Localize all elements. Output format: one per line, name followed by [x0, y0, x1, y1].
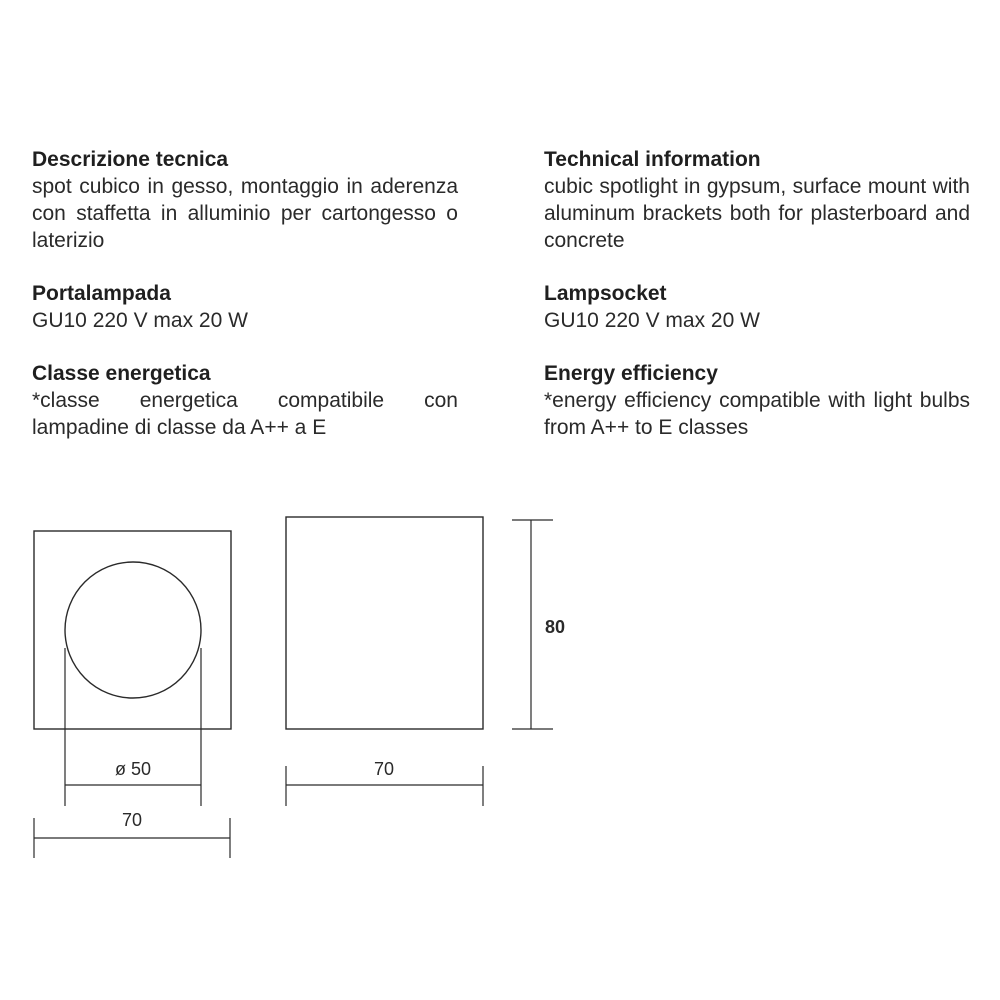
italian-socket-heading: Portalampada: [32, 282, 171, 305]
side-view-outline: [286, 517, 483, 729]
italian-tech-body: spot cubico in gesso, montaggio in aderenza con staffetta in alluminio per cartongesso o laterizio: [32, 175, 458, 252]
front-view-lamp-hole: [65, 562, 201, 698]
height-label: 80: [545, 617, 566, 637]
italian-energy-heading: Classe energetica: [32, 362, 211, 385]
hole-diameter-label: ø 50: [114, 759, 152, 779]
english-energy-heading: Energy efficiency: [544, 362, 718, 385]
italian-tech-heading: Descrizione tecnica: [32, 148, 229, 171]
hole-diameter-dimension: [65, 648, 201, 806]
english-tech-body: cubic spotlight in gypsum, surface mount with aluminum brackets both for plasterboard and concrete: [544, 175, 970, 252]
italian-energy-body: *classe energetica compatibile con lampadine di classe da A++ a E: [32, 389, 458, 439]
italian-socket-body: GU10 220 V max 20 W: [32, 309, 248, 332]
english-socket-body: GU10 220 V max 20 W: [544, 309, 760, 332]
front-width-label: 70: [121, 810, 143, 830]
english-socket-heading: Lampsocket: [544, 282, 667, 305]
side-width-label: 70: [373, 759, 395, 779]
english-energy-body: *energy efficiency compatible with light bulbs from A++ to E classes: [544, 389, 970, 439]
english-tech-heading: Technical information: [544, 148, 761, 171]
